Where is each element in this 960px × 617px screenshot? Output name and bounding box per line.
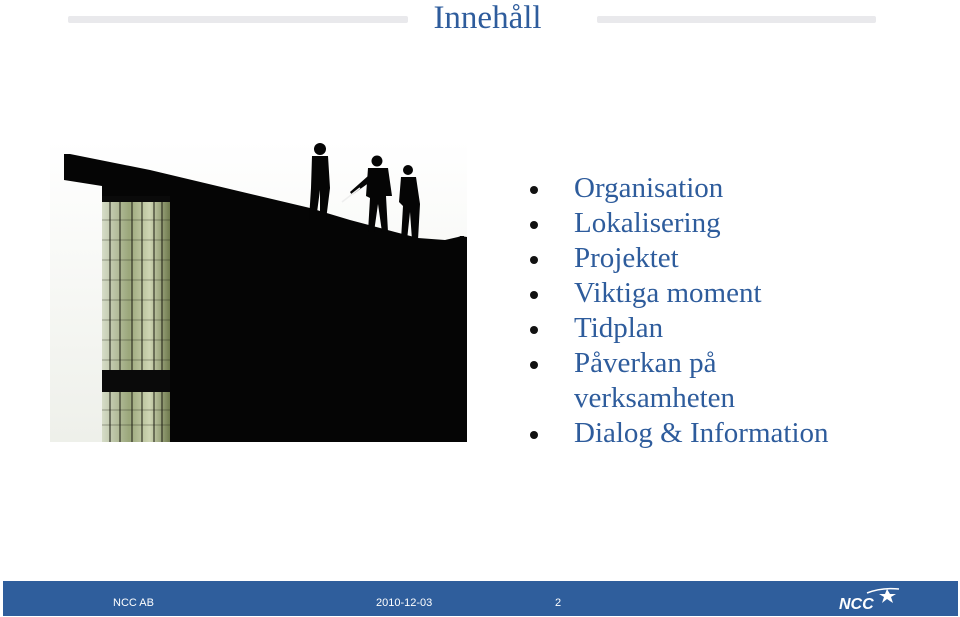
agenda-item-label: Lokalisering (574, 207, 721, 239)
footer-date: 2010-12-03 (376, 597, 433, 609)
agenda-item-label: Påverkan på verksamheten (574, 347, 736, 414)
bullet-icon (530, 221, 538, 229)
agenda-item-label: Projektet (574, 242, 679, 274)
agenda-item-label: Organisation (574, 172, 724, 204)
footer-bar (3, 581, 958, 616)
agenda-item (530, 346, 804, 416)
agenda-item (530, 241, 829, 276)
agenda-item-label: Tidplan (574, 312, 664, 344)
agenda-item (530, 171, 829, 206)
bullet-icon (530, 291, 538, 299)
footer-company: NCC AB (113, 597, 154, 609)
bullet-icon (530, 256, 538, 264)
bullet-icon (530, 431, 538, 439)
agenda-item (530, 311, 829, 346)
agenda-item (530, 416, 829, 451)
logo-text: NCC (839, 596, 874, 613)
rooftop-workers-photo (50, 140, 467, 442)
slide-title: Innehåll (433, 0, 542, 36)
agenda-item (530, 276, 829, 311)
agenda-list (530, 171, 829, 451)
bullet-icon (530, 186, 538, 194)
bullet-icon (530, 326, 538, 334)
agenda-item-label: Dialog & Information (574, 417, 829, 449)
agenda-item (530, 206, 829, 241)
agenda-item-label: Viktiga moment (574, 277, 762, 309)
footer-page-number: 2 (555, 597, 562, 609)
bullet-icon (530, 361, 538, 369)
ncc-logo-icon (837, 585, 905, 613)
